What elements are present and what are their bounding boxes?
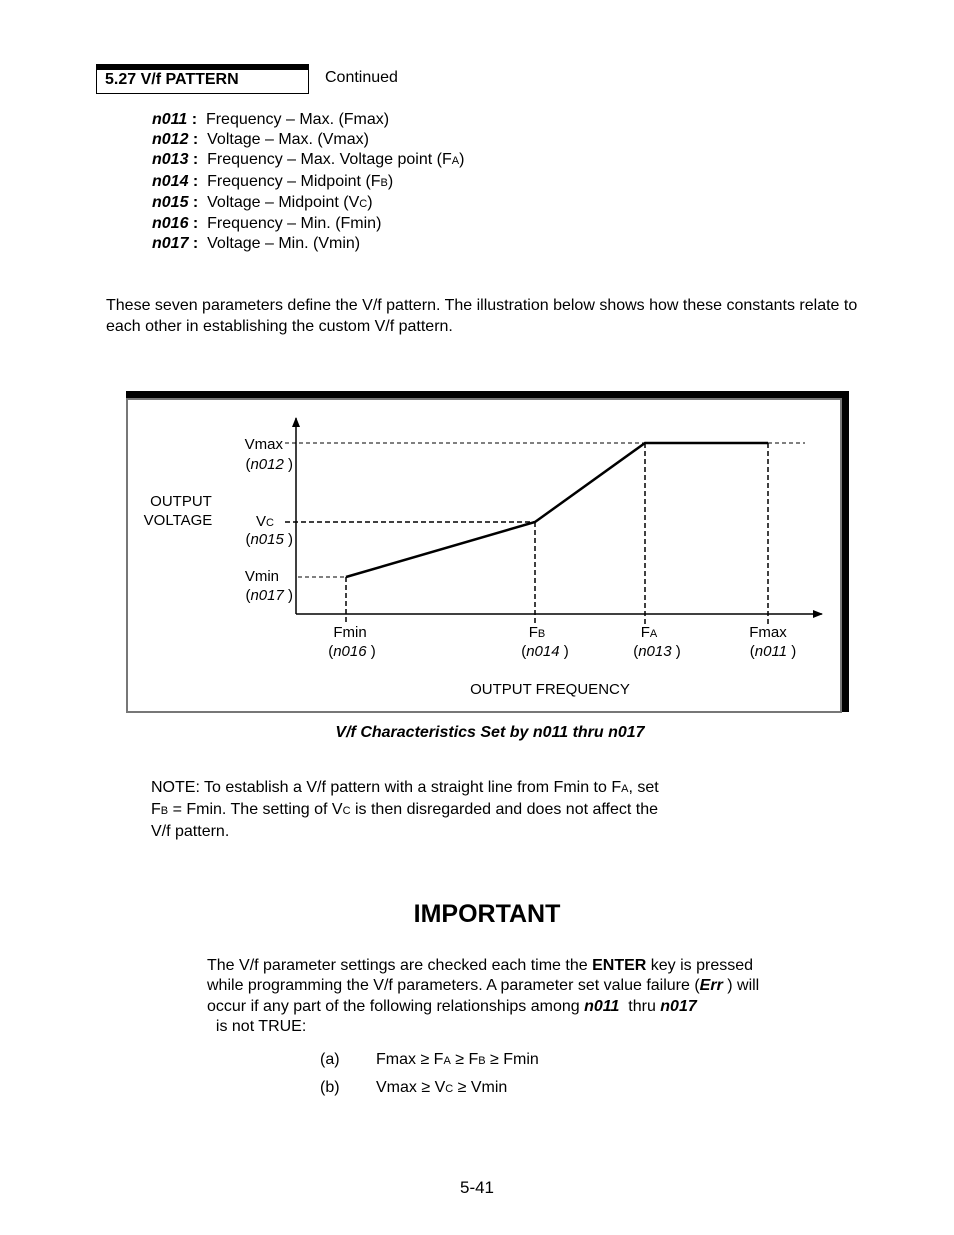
figure-caption: V/f Characteristics Set by n011 thru n017 (335, 724, 645, 741)
label-vmax-code: (n012 ) (245, 456, 293, 473)
label-vc-code: (n015 ) (245, 531, 293, 548)
condition-b (320, 1079, 507, 1097)
important-text: is not TRUE: (207, 1017, 307, 1035)
label-fmax-code: (n011 ) (749, 643, 797, 660)
important-paragraph (207, 956, 767, 1037)
param-code: n017 (660, 997, 697, 1015)
param-desc-end: ) (459, 151, 465, 169)
important-text: The V/f parameter settings are checked each time the (207, 957, 593, 974)
page-number: 5-41 (459, 1178, 495, 1197)
important-text: ) will occur if any part of the following relationships among (207, 977, 760, 1015)
note-line-2 (151, 800, 721, 822)
label-fb-code: (n014 ) (521, 643, 569, 660)
param-sub: A (451, 155, 460, 168)
note-sub: B (160, 804, 169, 817)
param-desc: Frequency – Min. (Fmin) (207, 215, 382, 233)
param-desc: Voltage – Max. (Vmax) (207, 131, 369, 149)
condition-label: (b) (320, 1079, 340, 1096)
condition-text: ≥ F (450, 1051, 479, 1068)
label-fmax: Fmax (749, 624, 787, 641)
param-colon: : (192, 131, 199, 149)
param-sub: B (380, 176, 388, 189)
param-colon: : (192, 172, 199, 190)
label-vmin-code: (n017 ) (245, 587, 293, 604)
param-desc: Frequency – Max. (Fmax) (205, 111, 390, 128)
param-code: n015 (152, 193, 189, 211)
important-text: key is pressed while programming the V/f parameters. A parameter set value failure ( (207, 957, 754, 995)
note-sub: C (342, 804, 351, 817)
continued-label: Continued (325, 69, 398, 86)
param-code: n012 (152, 131, 189, 149)
important-heading: IMPORTANT (413, 900, 561, 928)
vf-pattern-curve (346, 443, 768, 577)
param-code: n011 (584, 997, 620, 1015)
important-text: thru (619, 997, 661, 1015)
param-colon: : (191, 111, 198, 128)
y-axis-title-line1: OUTPUT (150, 493, 212, 510)
label-fa-code: (n013 ) (633, 643, 681, 660)
note-text: F (151, 800, 161, 818)
enter-key-label: ENTER (592, 957, 647, 974)
intro-paragraph: These seven parameters define the V/f pattern. The illustration below shows how these constants relate to each other in establishing the custom V/f pattern. (106, 297, 858, 335)
label-vmax: Vmax (244, 436, 283, 453)
condition-a (320, 1051, 539, 1069)
param-sub: C (359, 197, 368, 210)
condition-label: (a) (320, 1051, 340, 1068)
condition-text: Vmax ≥ V (376, 1079, 446, 1096)
param-desc: Voltage – Midpoint (V (207, 193, 360, 211)
condition-text: ≥ Vmin (453, 1079, 508, 1096)
y-axis-title-line2: VOLTAGE (143, 512, 213, 529)
param-code: n014 (152, 172, 189, 190)
param-desc: Frequency – Max. Voltage point (F (207, 151, 452, 169)
note-line-1 (151, 778, 721, 800)
param-desc-end: ) (387, 172, 394, 190)
param-colon: : (192, 235, 199, 253)
param-colon: : (192, 215, 199, 233)
section-title: 5.27 V/f PATTERN (105, 71, 239, 88)
param-desc: Voltage – Min. (Vmin) (207, 235, 361, 253)
label-fmin-code: (n016 ) (328, 643, 376, 660)
condition-sub: B (478, 1055, 486, 1067)
err-code: Err (699, 977, 723, 995)
param-colon: : (192, 151, 199, 169)
note-text: NOTE: To establish a V/f pattern with a straight line from Fmin to F (151, 779, 622, 796)
note-text: , set (628, 779, 659, 796)
param-desc: Frequency – Midpoint (F (207, 172, 381, 190)
label-vc: VC (256, 513, 274, 530)
param-code: n011 (152, 111, 188, 128)
param-code: n013 (152, 151, 189, 169)
condition-text: ≥ Fmin (485, 1051, 539, 1068)
note-paragraph (151, 778, 721, 842)
param-code: n016 (152, 215, 189, 233)
param-code: n017 (152, 235, 189, 253)
note-text: = Fmin. The setting of V (168, 800, 343, 818)
label-fa: FA (640, 624, 658, 641)
condition-sub: A (443, 1055, 451, 1067)
note-text: is then disregarded and does not affect the (350, 800, 659, 818)
condition-sub: C (445, 1083, 454, 1095)
label-fmin: Fmin (333, 624, 367, 641)
x-axis-title: OUTPUT FREQUENCY (470, 681, 630, 698)
param-colon: : (192, 193, 199, 211)
label-vmin: Vmin (244, 568, 279, 585)
note-line-3: V/f pattern. (151, 822, 230, 840)
note-sub: A (621, 783, 629, 795)
param-desc-end: ) (367, 193, 373, 211)
condition-text: Fmax ≥ F (376, 1051, 444, 1068)
label-fb: FB (528, 624, 546, 641)
